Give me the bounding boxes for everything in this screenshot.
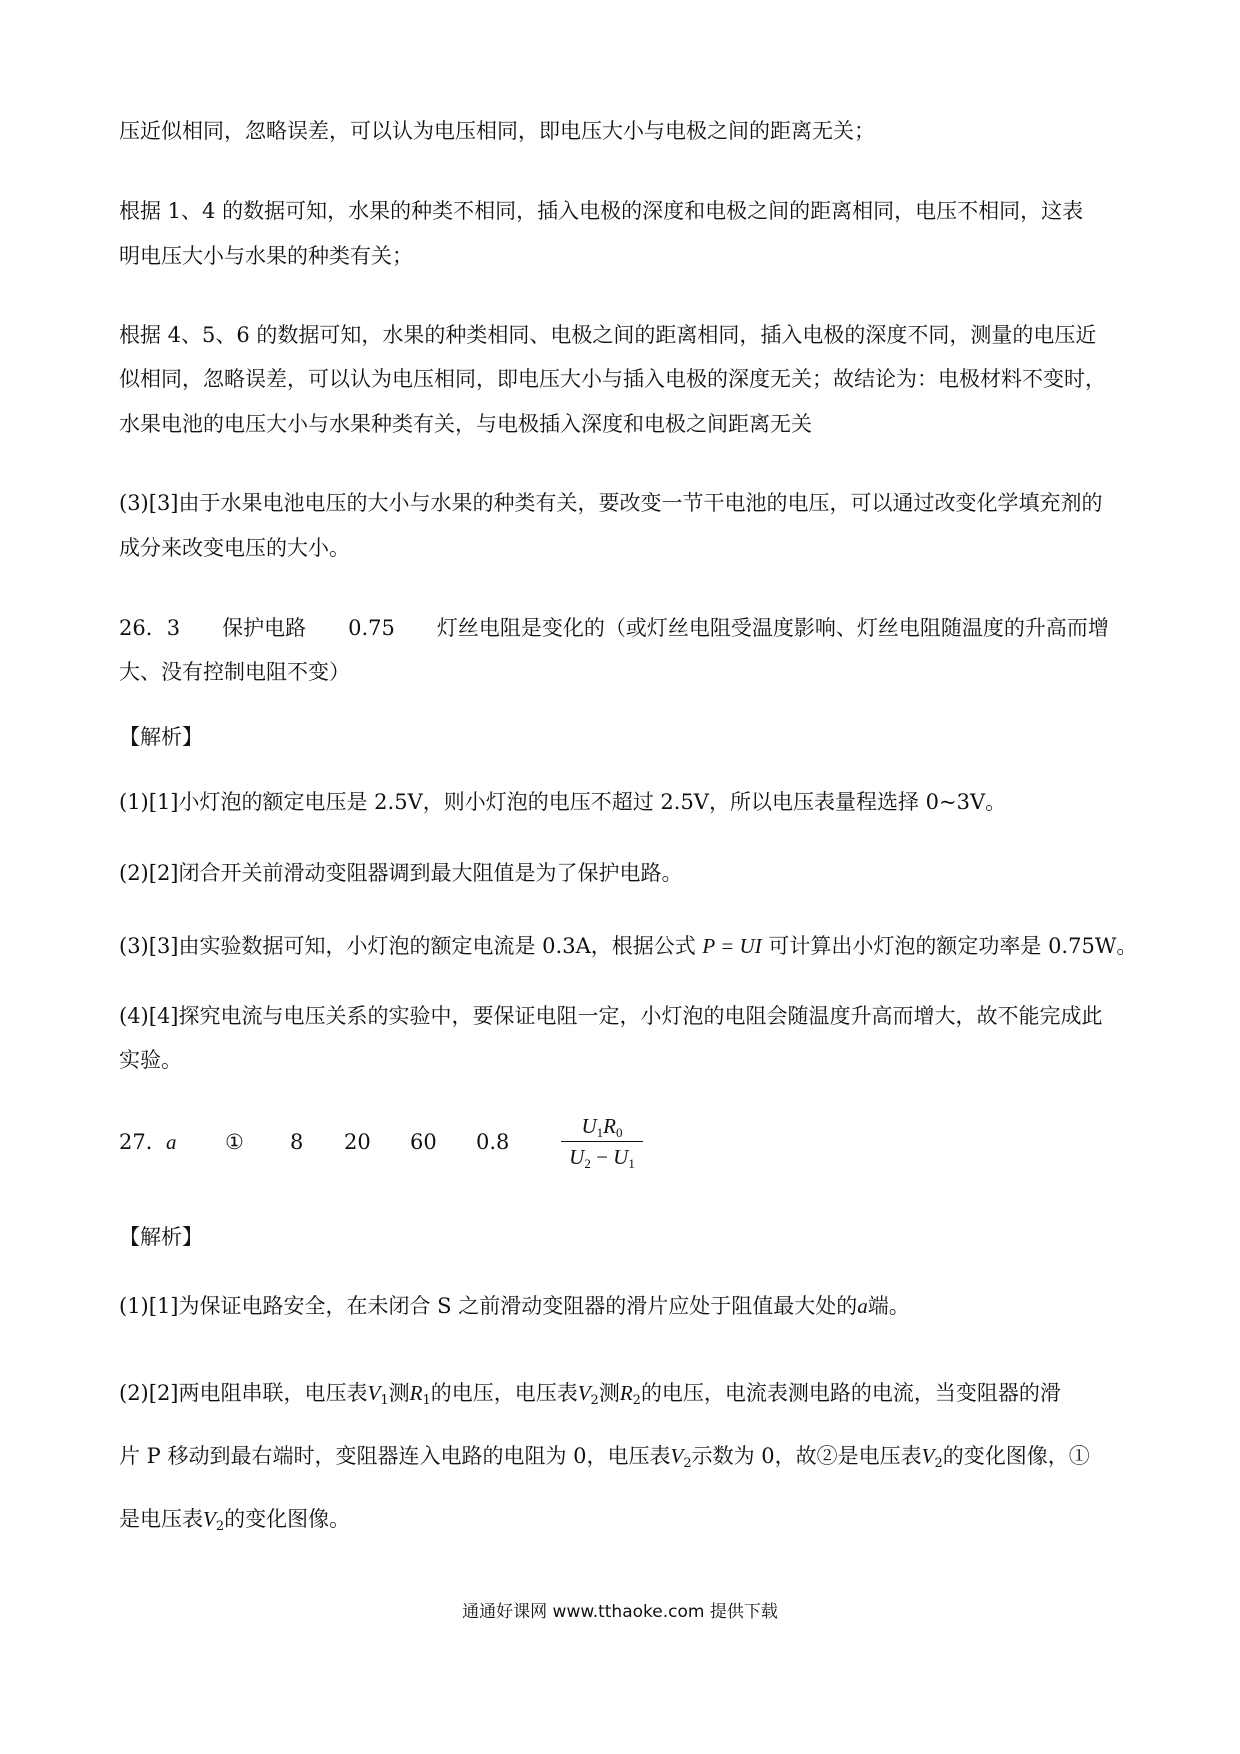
analysis-line: (1)[1]小灯泡的额定电压是 2.5V，则小灯泡的电压不超过 2.5V，所以电压表量程选择 0~3V。 (119, 790, 1007, 814)
analysis-line: 实验。 (119, 1048, 182, 1072)
section-heading: 【解析】 (119, 1225, 203, 1249)
analysis-line: 片 P 移动到最右端时，变阻器连入电路的电阻为 0，电压表$V_2$示数为 0，故②是电压表$V_2$的变化图像，① (119, 1444, 1090, 1471)
section-heading: 【解析】 (119, 725, 203, 749)
question-26-line: 26．3 保护电路 0.75 灯丝电阻是变化的（或灯丝电阻受温度影响、灯丝电阻随温度的升高而增 (119, 616, 1109, 640)
paragraph-line: (3)[3]由于水果电池电压的大小与水果的种类有关，要改变一节干电池的电压，可以通过改变化学填充剂的 (119, 491, 1103, 515)
analysis-line: (2)[2]两电阻串联，电压表$V_1$测$R_1$的电压，电压表$V_2$测$R_2$的电压，电流表测电路的电流，当变阻器的滑 (119, 1381, 1061, 1408)
fraction-formula: $U_1R_0$ $U_2 - U_1$ (557, 1112, 647, 1171)
paragraph-line: 压近似相同，忽略误差，可以认为电压相同，即电压大小与电极之间的距离无关； (119, 119, 875, 143)
paragraph-line: 似相同，忽略误差，可以认为电压相同，即电压大小与插入电极的深度无关；故结论为：电极材料不变时， (119, 367, 1106, 391)
analysis-line: (1)[1]为保证电路安全，在未闭合 S 之前滑动变阻器的滑片应处于阻值最大处的a端。 (119, 1294, 910, 1318)
analysis-line: (3)[3]由实验数据可知，小灯泡的额定电流是 0.3A，根据公式 P = UI 可计算出小灯泡的额定功率是 0.75W。 (119, 934, 1138, 958)
paragraph-line: 成分来改变电压的大小。 (119, 536, 350, 560)
paragraph-line: 根据 4、5、6 的数据可知，水果的种类相同、电极之间的距离相同，插入电极的深度不同，测量的电压近 (119, 323, 1097, 347)
analysis-line: 是电压表$V_2$的变化图像。 (119, 1507, 351, 1534)
question-26-line: 大、没有控制电阻不变） (119, 660, 350, 684)
analysis-line: (2)[2]闭合开关前滑动变阻器调到最大阻值是为了保护电路。 (119, 861, 683, 885)
paragraph-line: 水果电池的电压大小与水果种类有关，与电极插入深度和电极之间距离无关 (119, 412, 812, 436)
formula: P = UI (702, 934, 762, 958)
paragraph-line: 明电压大小与水果的种类有关； (119, 244, 413, 268)
paragraph-line: 根据 1、4 的数据可知，水果的种类不相同，插入电极的深度和电极之间的距离相同，电压不相同，这表 (119, 199, 1084, 223)
analysis-line: (4)[4]探究电流与电压关系的实验中，要保证电阻一定，小灯泡的电阻会随温度升高而增大，故不能完成此 (119, 1004, 1103, 1028)
page-footer: 通通好课网 www.tthaoke.com 提供下载 (462, 1602, 778, 1622)
